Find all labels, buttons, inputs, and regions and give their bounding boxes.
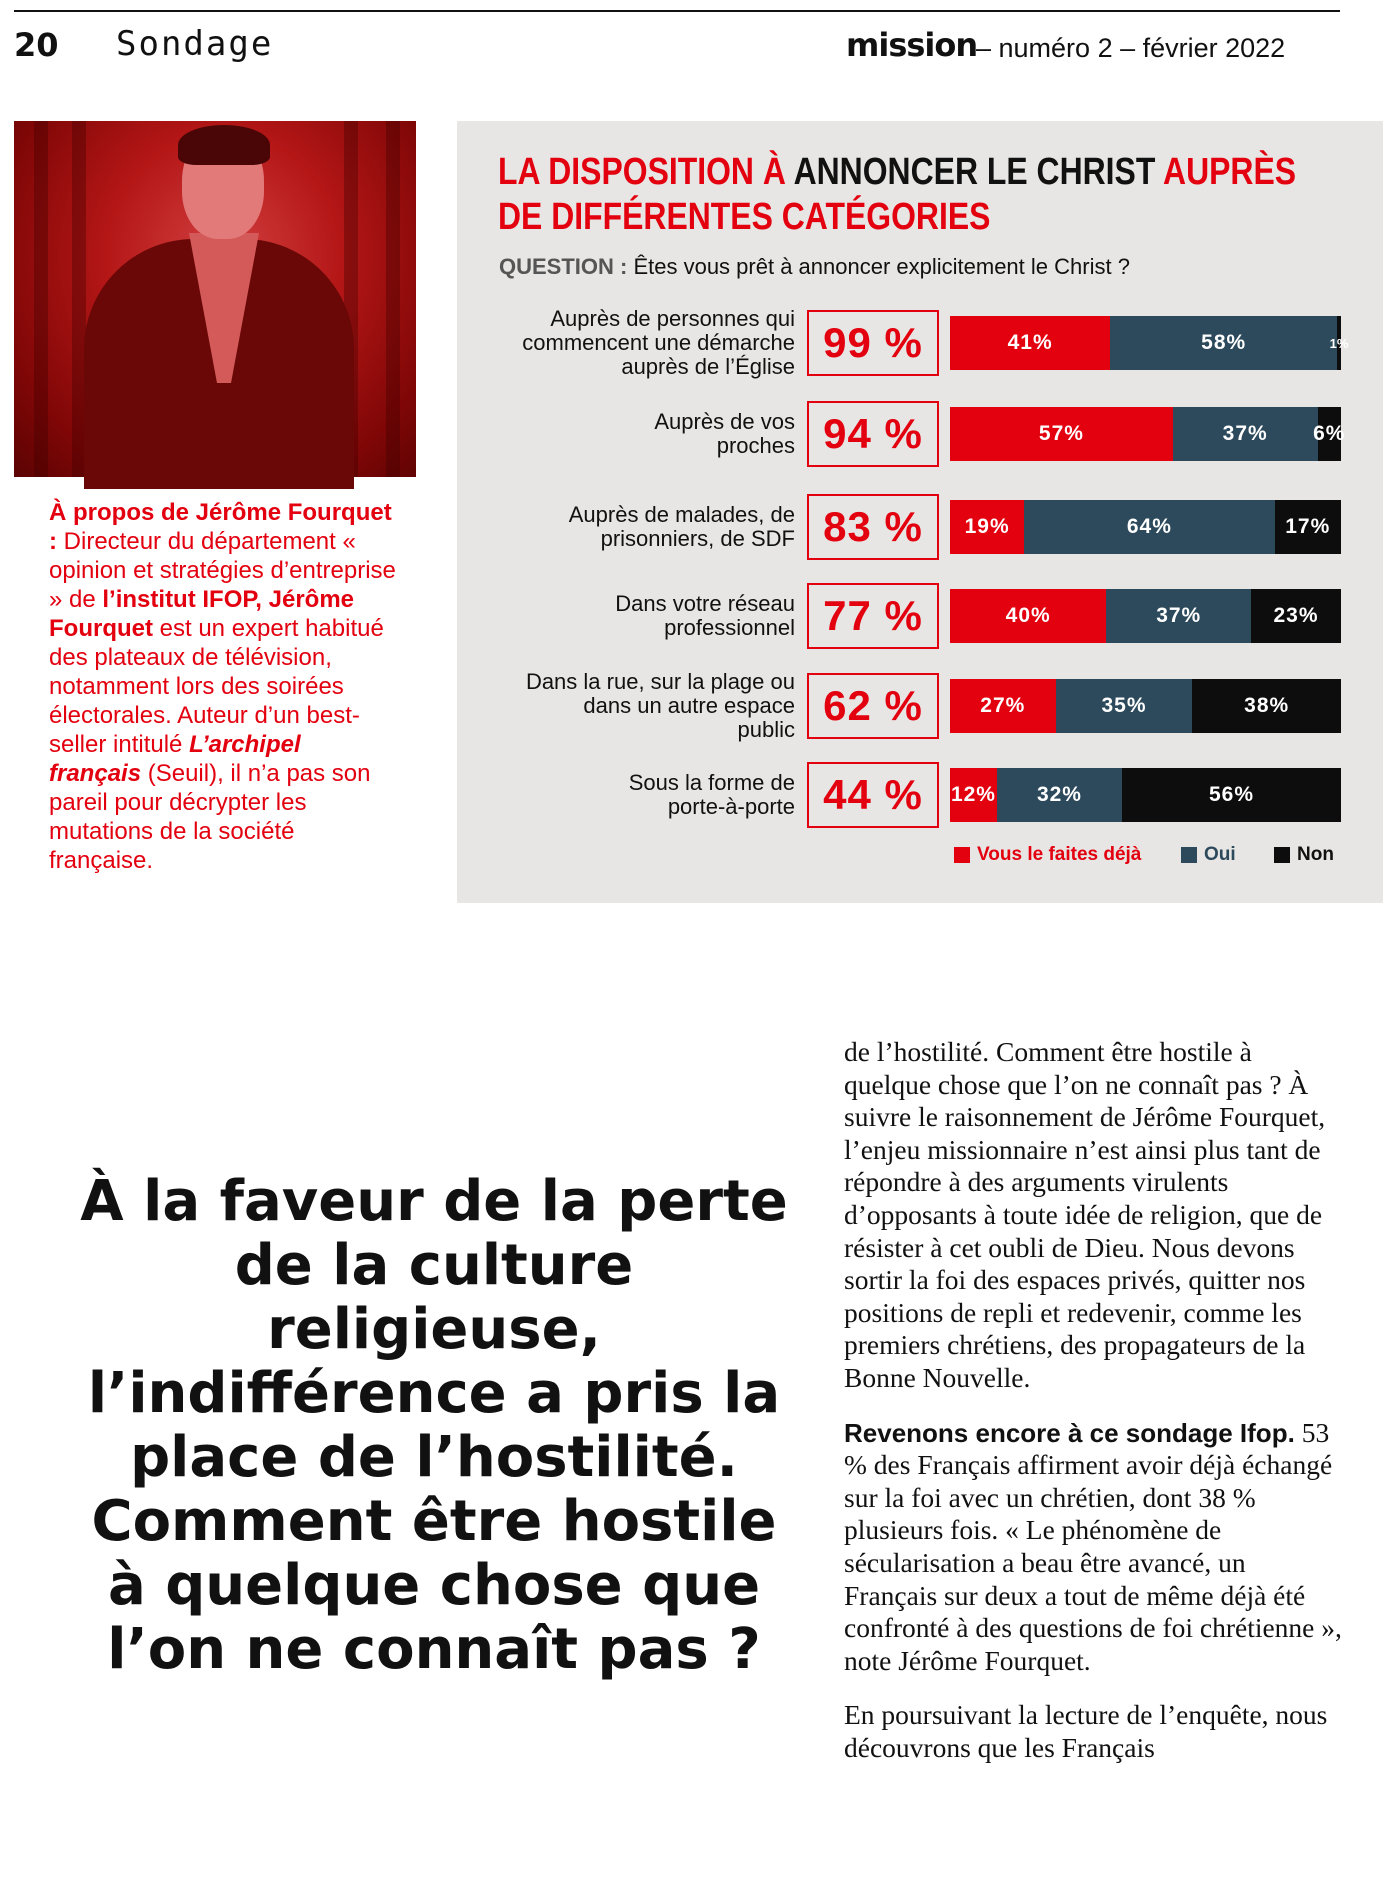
segment-label: 19% [964, 515, 1010, 538]
row-label [475, 771, 795, 819]
legend-label: Vous le faites déjà [977, 844, 1142, 865]
chart-title-line-2: DE DIFFÉRENTES CATÉGORIES [498, 196, 991, 238]
legend-swatch [1181, 847, 1197, 863]
row-label-line: dans un autre espace [583, 693, 795, 718]
segment-label: 1% [1329, 335, 1349, 351]
total-value: 77 % [807, 583, 939, 649]
legend-item [954, 844, 1141, 866]
legend-item [1181, 844, 1236, 866]
row-label-line: commencent une démarche [522, 330, 795, 355]
chart-question: QUESTION : Êtes vous prêt à annoncer explicitement le Christ ? [499, 254, 1130, 279]
total-value: 83 % [807, 494, 939, 560]
portrait-photo [14, 121, 416, 477]
row-label [475, 410, 795, 458]
row-label-line: Sous la forme de [628, 770, 795, 795]
row-label-line: professionnel [664, 615, 795, 640]
row-label-line: Auprès de personnes qui [550, 306, 795, 331]
segment-label: 58% [1201, 331, 1247, 354]
bar-segment [950, 407, 1173, 461]
legend-swatch [1274, 847, 1290, 863]
segment-label: 6% [1313, 422, 1346, 445]
bar-segment [1329, 316, 1349, 370]
row-label-line: auprès de l’Église [621, 354, 795, 379]
article-column [844, 1036, 1344, 1786]
bar-segment [950, 316, 1110, 370]
paragraph: Revenons encore à ce sondage Ifop. 53 % des Français affirment avoir déjà échangé sur la foi avec un chrétien, dont 38 % plusieurs fois. « Le phénomène de sécularisation a beau être avancé, un Français sur deux a tout de même déjà été confronté à des questions de foi chrétienne », note Jérôme Fourquet. [844, 1416, 1342, 1676]
segment-label: 56% [1208, 783, 1254, 806]
bar-segment [997, 768, 1122, 822]
total-value: 99 % [807, 310, 939, 376]
bar-segment [1056, 679, 1193, 733]
segment-label: 32% [1036, 783, 1082, 806]
segment-label: 38% [1244, 694, 1290, 717]
page-number: 20 [14, 26, 59, 64]
bar-segment [1122, 768, 1341, 822]
bar-segment [1275, 500, 1341, 554]
survey-chart [457, 121, 1383, 903]
row-label [475, 307, 795, 379]
segment-label: 37% [1222, 422, 1268, 445]
total-value: 44 % [807, 762, 939, 828]
row-label-line: Dans la rue, sur la plage ou [525, 669, 795, 694]
segment-label: 27% [980, 694, 1026, 717]
chart-title-line-1: LA DISPOSITION À ANNONCER LE CHRIST AUPRÈS [498, 151, 1297, 193]
header-rule [14, 10, 1340, 12]
segment-label: 57% [1038, 422, 1084, 445]
legend-label: Oui [1204, 844, 1236, 865]
author-bio: À propos de Jérôme Fourquet : Directeur du département « opinion et stratégies d’entreprise » de l’institut IFOP, Jérôme Fourquet est un expert habitué des plateaux de télévision, notamment lors des soirées électorales. Auteur d’un best-seller intitulé L’archipel français (Seuil), il n’a pas son pareil pour décrypter les mutations de la société française. [49, 499, 396, 874]
row-label-line: Auprès de vos [654, 409, 795, 434]
row-label-line: proches [716, 433, 795, 458]
stacked-bar [950, 589, 1341, 643]
stacked-bar [950, 500, 1341, 554]
legend-label: Non [1297, 844, 1334, 865]
bar-segment [950, 679, 1056, 733]
row-label-line: public [737, 717, 795, 742]
bar-segment [950, 500, 1024, 554]
row-label-line: Dans votre réseau [615, 591, 795, 616]
segment-label: 37% [1156, 604, 1202, 627]
bar-segment [1106, 589, 1251, 643]
segment-label: 23% [1273, 604, 1319, 627]
legend-swatch [954, 847, 970, 863]
section-title: Sondage [116, 24, 274, 64]
bar-segment [950, 768, 997, 822]
bar-segment [950, 589, 1106, 643]
row-label-line: Auprès de malades, de [568, 502, 795, 527]
segment-label: 17% [1285, 515, 1331, 538]
total-value: 62 % [807, 673, 939, 739]
segment-label: 41% [1007, 331, 1053, 354]
bar-segment [1313, 407, 1346, 461]
paragraph: de l’hostilité. Comment être hostile à quelque chose que l’on ne connaît pas ? À suivre le raisonnement de Jérôme Fourquet, l’enjeu missionnaire n’est ainsi plus tant de répondre à des arguments virulents d’opposants à toute idée de religion, que de résister à cet oubli de Dieu. Nous devons sortir la foi des espaces privés, quitter nos positions de repli et redevenir, comme les premiers chrétiens, des propagateurs de la Bonne Nouvelle. [844, 1036, 1326, 1393]
segment-label: 40% [1005, 604, 1051, 627]
segment-label: 12% [950, 783, 996, 806]
legend-item [1274, 844, 1334, 866]
paragraph: En poursuivant la lecture de l’enquête, nous découvrons que les Français [844, 1699, 1328, 1763]
bar-segment [1192, 679, 1341, 733]
row-label [475, 592, 795, 640]
magazine-logo: mission [846, 26, 978, 64]
row-label-line: prisonniers, de SDF [600, 526, 795, 551]
row-label [475, 670, 795, 742]
bar-segment [1110, 316, 1337, 370]
bar-segment [1251, 589, 1341, 643]
total-value: 94 % [807, 401, 939, 467]
stacked-bar [950, 407, 1346, 461]
bar-segment [1173, 407, 1318, 461]
row-label [475, 503, 795, 551]
pull-quote: À la faveur de la perte de la culture religieuse, l’indifférence a pris la place de l’hostilité. Comment être hostile à quelque chose que l’on ne connaît pas ? [80, 1169, 788, 1682]
stacked-bar [950, 679, 1341, 733]
segment-label: 64% [1126, 515, 1172, 538]
stacked-bar [950, 316, 1349, 370]
segment-label: 35% [1101, 694, 1147, 717]
bar-segment [1024, 500, 1274, 554]
row-label-line: porte-à-porte [667, 794, 795, 819]
stacked-bar [950, 768, 1341, 822]
issue-info: – numéro 2 – février 2022 [976, 33, 1286, 63]
